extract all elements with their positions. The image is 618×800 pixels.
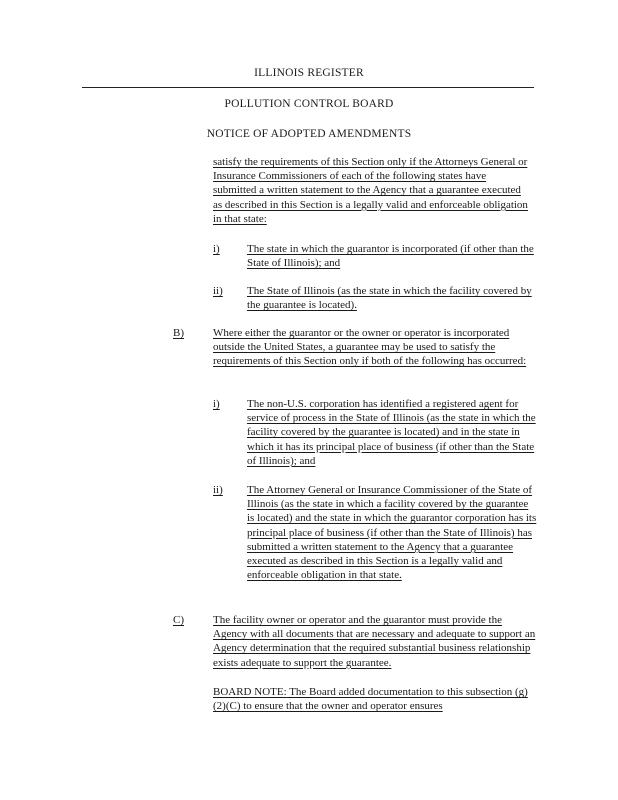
item-c-label: C) [173, 614, 184, 626]
item-b-i-text: The non-U.S. corporation has identified a registered agent for service of process in the State of Illinois (as the state in which the facility covered by the guarantee is located) and in the state in which it has its principal place of business (if other than the State of Illinois); and [247, 398, 536, 467]
item-a-i-text: The state in which the guarantor is incorporated (if other than the State of Illinois); and [247, 243, 534, 270]
board-note-label: BOARD NOTE: [213, 686, 287, 698]
item-b-text: Where either the guarantor or the owner or operator is incorporated outside the United States, a guarantee may be used to satisfy the requirements of this Section only if both of the following has occurred: [213, 327, 527, 368]
item-b-label: B) [173, 327, 184, 339]
item-a-ii-label: ii) [213, 285, 223, 297]
register-title: ILLINOIS REGISTER [254, 67, 364, 79]
board-title: POLLUTION CONTROL BOARD [224, 98, 394, 110]
header-rule [82, 87, 534, 88]
board-note [213, 685, 537, 713]
item-a-ii-text: The State of Illinois (as the state in which the facility covered by the guarantee is located). [247, 285, 532, 312]
board-note-text: The Board added documentation to this subsection (g)(2)(C) to ensure that the owner and operator ensures [213, 686, 528, 713]
item-a-i-label: i) [213, 243, 220, 255]
item-b-i-label: i) [213, 398, 220, 410]
notice-title: NOTICE OF ADOPTED AMENDMENTS [206, 128, 412, 140]
intro-paragraph: satisfy the requirements of this Section only if the Attorneys General or Insurance Commissioners of each of the following states have submitted a written statement to the Agency that a guarantee executed as described in this Section is a legally valid and enforceable obligation in that state: [213, 156, 528, 225]
item-c-text: The facility owner or operator and the guarantor must provide the Agency with all documents that are necessary and adequate to support an Agency determination that the required substantial business relationship exists adequate to support the guarantee. [213, 614, 536, 669]
item-b-ii-text: The Attorney General or Insurance Commissioner of the State of Illinois (as the state in which a facility covered by the guarantee is located) and the state in which the guarantor corporation has its principal place of business (if other than the State of Illinois) has submitted a written statement to the Agency that a guarantee executed as described in this Section is a legally valid and enforceable obligation in that state. [247, 484, 537, 582]
item-b-ii-label: ii) [213, 484, 223, 496]
